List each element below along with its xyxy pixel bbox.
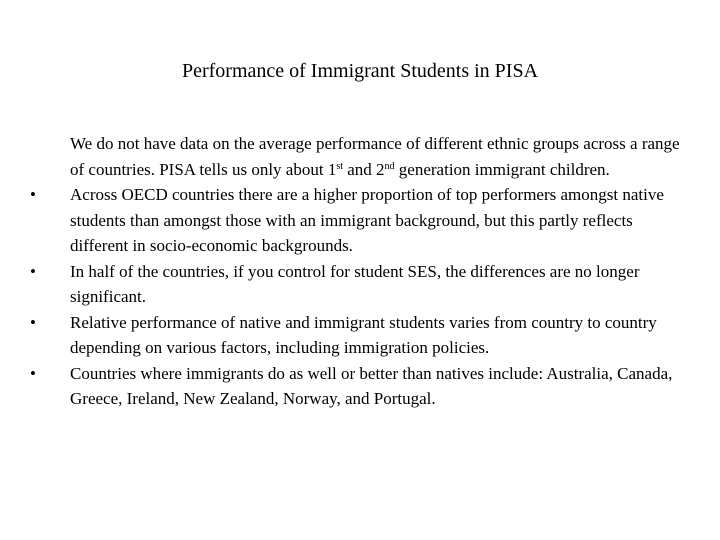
intro-paragraph: [26, 131, 686, 182]
bullet-item: [26, 182, 686, 259]
bullet-item: [26, 259, 686, 310]
intro-text-part2: and 2: [343, 159, 385, 179]
bullet-icon: •: [30, 363, 36, 383]
bullet-text: In half of the countries, if you control for student SES, the differences are no longer significant.: [70, 261, 640, 306]
bullet-text: Relative performance of native and immigrant students varies from country to country depending on various factors, including immigration policies.: [70, 312, 657, 357]
intro-superscript-nd: nd: [384, 160, 395, 172]
bullet-icon: •: [30, 312, 36, 332]
intro-superscript-st: st: [336, 160, 343, 172]
bullet-icon: •: [30, 185, 36, 204]
bullet-icon: •: [30, 261, 36, 281]
intro-text-part3: generation immigrant children.: [394, 159, 610, 179]
slide-body: [26, 131, 686, 412]
bullet-item: [26, 361, 686, 412]
bullet-text: Countries where immigrants do as well or better than natives include: Australia, Canada, Greece, Ireland, New Zealand, Norway, and Portugal.: [70, 363, 673, 408]
slide-title: Performance of Immigrant Students in PISA: [181, 60, 539, 82]
bullet-item: [26, 310, 686, 361]
bullet-text: Across OECD countries there are a higher proportion of top performers amongst native students than amongst those with an immigrant background, but this partly reflects different in socio-economic backgrounds.: [70, 185, 664, 255]
intro-text-part1: We do not have data on the average performance of different ethnic groups across a range of countries. PISA tells us only about 1: [70, 134, 680, 179]
